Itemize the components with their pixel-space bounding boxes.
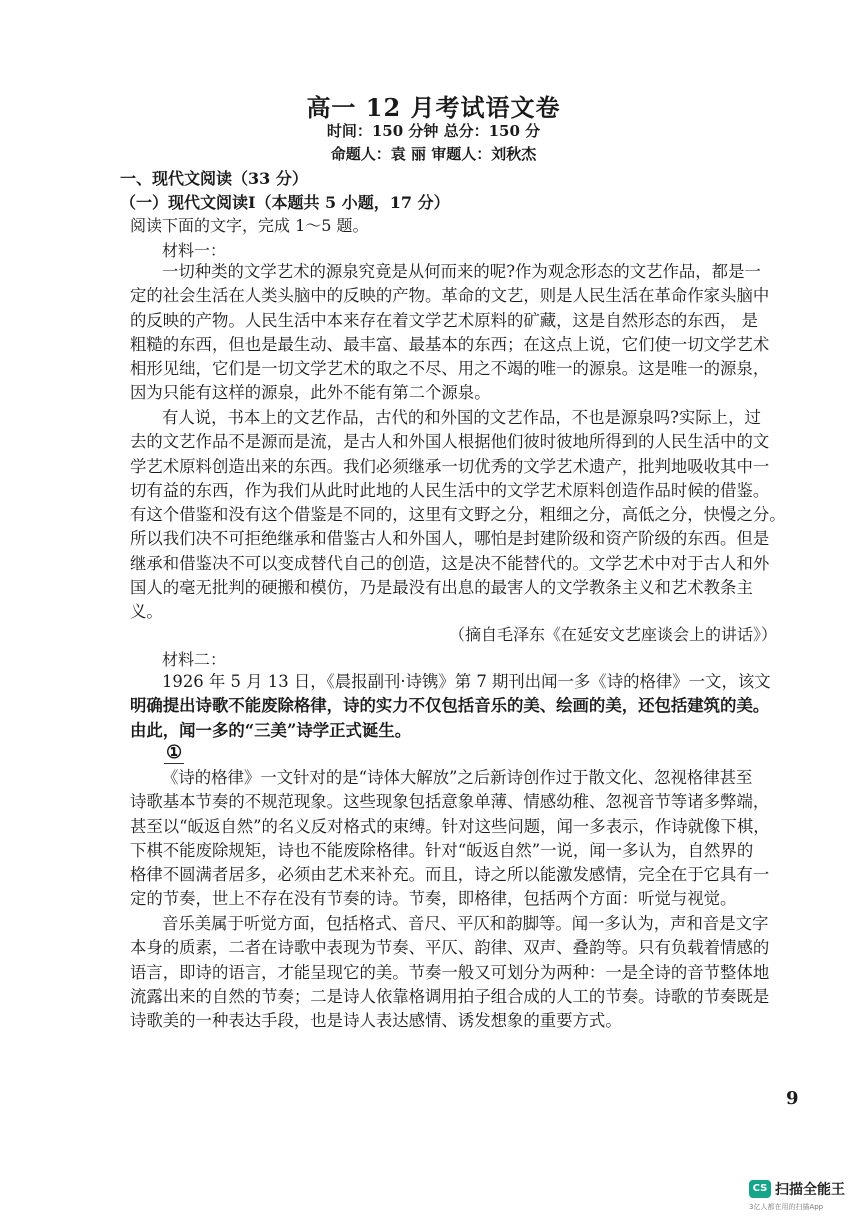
text-line: 继承和借鉴决不可以变成替代自己的创造，这是决不能替代的。文学艺术中对于古人和外 xyxy=(130,553,770,573)
text-line: 音乐美属于听觉方面，包括格式、音尺、平仄和韵脚等。闻一多认为，声和音是文字 xyxy=(162,914,769,933)
reading-instruction: 阅读下面的文字，完成 1～5 题。 xyxy=(130,216,369,235)
section-heading: 一、现代文阅读（33 分） xyxy=(120,169,308,188)
exam-authors: 命题人：袁 丽 审题人：刘秋杰 xyxy=(330,145,537,163)
text-line: 相形见绌，它们是一切文学艺术的取之不尽、用之不竭的唯一的源泉。这是唯一的源泉， xyxy=(130,359,770,379)
blank-marker: ① xyxy=(166,742,183,763)
page-title: 高一 12 月考试语文卷 xyxy=(306,93,561,122)
scanner-app-name: 扫描全能王 xyxy=(775,1181,845,1198)
text-line: 本身的质素，二者在诗歌中表现为节奏、平仄、韵律、双声、叠韵等。只有负载着情感的 xyxy=(130,938,770,958)
text-line: 语言，即诗的语言，才能呈现它的美。节奏一般又可划分为两种：一是全诗的音节整体地 xyxy=(130,962,770,982)
text-line: 诗歌美的一种表达手段，也是诗人表达感情、诱发想象的重要方式。 xyxy=(130,1011,622,1031)
material1-paragraph-2 xyxy=(130,406,785,625)
material2-paragraph-3 xyxy=(130,912,785,1033)
text-line: 有人说，书本上的文艺作品，古代的和外国的文艺作品，不也是源泉吗?实际上，过 xyxy=(162,408,761,427)
text-line: 有这个借鉴和没有这个借鉴是不同的，这里有文野之分，粗细之分，高低之分，快慢之分。 xyxy=(130,505,786,525)
subsection-heading: （一）现代文阅读Ⅰ（本题共 5 小题，17 分） xyxy=(120,193,450,212)
text-line: 去的文艺作品不是源而是流，是古人和外国人根据他们彼时彼地所得到的人民生活中的文 xyxy=(130,432,770,452)
text-line: 由此，闻一多的“三美”诗学正式诞生。 xyxy=(130,720,412,740)
text-line: 定的节奏，世上不存在没有节奏的诗。节奏，即格律，包括两个方面：听觉与视觉。 xyxy=(130,889,737,909)
text-line: 定的社会生活在人类头脑中的反映的产物。革命的文艺，则是人民生活在革命作家头脑中 xyxy=(130,286,770,306)
text-line: 因为只能有这样的源泉，此外不能有第二个源泉。 xyxy=(130,383,491,403)
text-line: 切有益的东西，作为我们从此时此地的人民生活中的文学艺术原料创造作品时候的借鉴。 xyxy=(130,480,770,500)
text-line: 1926 年 5 月 13 日，《晨报副刊·诗镌》第 7 期刊出闻一多《诗的格律》一文，该文 xyxy=(162,672,771,691)
text-line: 《诗的格律》一文针对的是“诗体大解放”之后新诗创作过于散文化、忽视格律甚至 xyxy=(162,768,753,787)
text-line: 甚至以“皈返自然”的名义反对格式的束缚。针对这些问题，闻一多表示，作诗就像下棋， xyxy=(130,816,770,836)
exam-time-info: 时间：150 分钟 总分：150 分 xyxy=(326,122,541,140)
material1-paragraph-1 xyxy=(130,260,785,406)
text-line: 诗歌基本节奏的不规范现象。这些现象包括意象单薄、情感幼稚、忽视音节等诸多弊端， xyxy=(130,792,770,812)
material2-paragraph-1 xyxy=(130,670,785,743)
text-line: 所以我们决不可拒绝继承和借鉴古人和外国人，哪怕是封建阶级和资产阶级的东西。但是 xyxy=(130,529,770,549)
text-line: 下棋不能废除规矩，诗也不能废除格律。针对“皈返自然”一说，闻一多认为，自然界的 xyxy=(130,840,754,860)
text-line: 义。 xyxy=(130,602,163,622)
text-line: 的反映的产物。人民生活中本来存在着文学艺术原料的矿藏，这是自然形态的东西， 是 xyxy=(130,310,759,330)
citation-source: （摘自毛泽东《在延安文艺座谈会上的讲话》） xyxy=(448,625,777,644)
text-line: 学艺术原料创造出来的东西。我们必须继承一切优秀的文学艺术遗产，批判地吸收其中一 xyxy=(130,456,770,476)
text-line: 一切种类的文学艺术的源泉究竟是从何而来的呢?作为观念形态的文艺作品，都是一 xyxy=(162,262,761,281)
material-label: 材料二： xyxy=(162,650,227,669)
material-label: 材料一： xyxy=(162,241,227,260)
text-line: 国人的毫无批判的硬搬和模仿，乃是最没有出息的最害人的文学教条主义和艺术教条主 xyxy=(130,578,753,598)
page-number: 9 xyxy=(786,1088,799,1109)
scanner-watermark xyxy=(749,1178,845,1199)
scanner-tagline: 3亿人都在用的扫描App xyxy=(749,1203,824,1211)
text-line: 格律不圆满者居多，必须由艺术来补充。而且，诗之所以能激发感情，完全在于它具有一 xyxy=(130,865,770,885)
text-line: 粗糙的东西，但也是最生动、最丰富、最基本的东西；在这点上说，它们使一切文学艺术 xyxy=(130,334,770,354)
material2-paragraph-2 xyxy=(130,766,785,912)
text-line: 流露出来的自然的节奏；二是诗人依靠格调用拍子组合成的人工的节奏。诗歌的节奏既是 xyxy=(130,986,770,1006)
text-line: 明确提出诗歌不能废除格律，诗的实力不仅包括音乐的美、绘画的美，还包括建筑的美。 xyxy=(130,696,770,716)
scanner-logo-icon: CS xyxy=(749,1180,771,1198)
